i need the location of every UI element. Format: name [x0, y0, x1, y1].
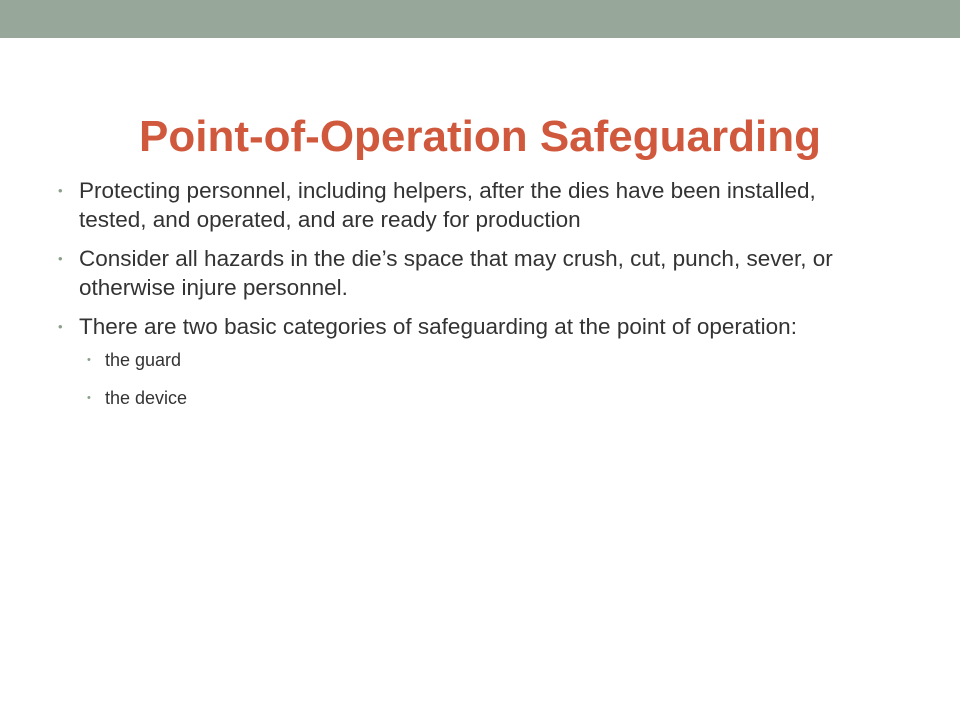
- top-accent-bar: [0, 0, 960, 38]
- bullet-dot-icon: •: [58, 319, 63, 334]
- sub-bullet-text: the guard: [105, 350, 182, 370]
- sub-bullet-dot-icon: •: [87, 392, 91, 404]
- bullet-list: [58, 176, 858, 423]
- bullet-item: [58, 312, 858, 411]
- bullet-item: [58, 244, 858, 302]
- bullet-text: Protecting personnel, including helpers, after the dies have been installed, tested, and operated, and are ready for production: [79, 178, 816, 232]
- sub-bullet-item: [79, 385, 858, 411]
- bullet-text: Consider all hazards in the die’s space that may crush, cut, punch, sever, or otherwise injure personnel.: [79, 246, 833, 300]
- bullet-dot-icon: •: [58, 183, 63, 198]
- sub-bullet-dot-icon: •: [87, 354, 91, 366]
- sub-bullet-text: the device: [105, 388, 188, 408]
- bullet-text: There are two basic categories of safeguarding at the point of operation:: [79, 314, 797, 339]
- slide-title: Point-of-Operation Safeguarding: [139, 112, 821, 162]
- sub-bullet-list: [79, 347, 858, 411]
- bullet-dot-icon: •: [58, 251, 63, 266]
- bullet-item: [58, 176, 858, 234]
- sub-bullet-item: [79, 347, 858, 373]
